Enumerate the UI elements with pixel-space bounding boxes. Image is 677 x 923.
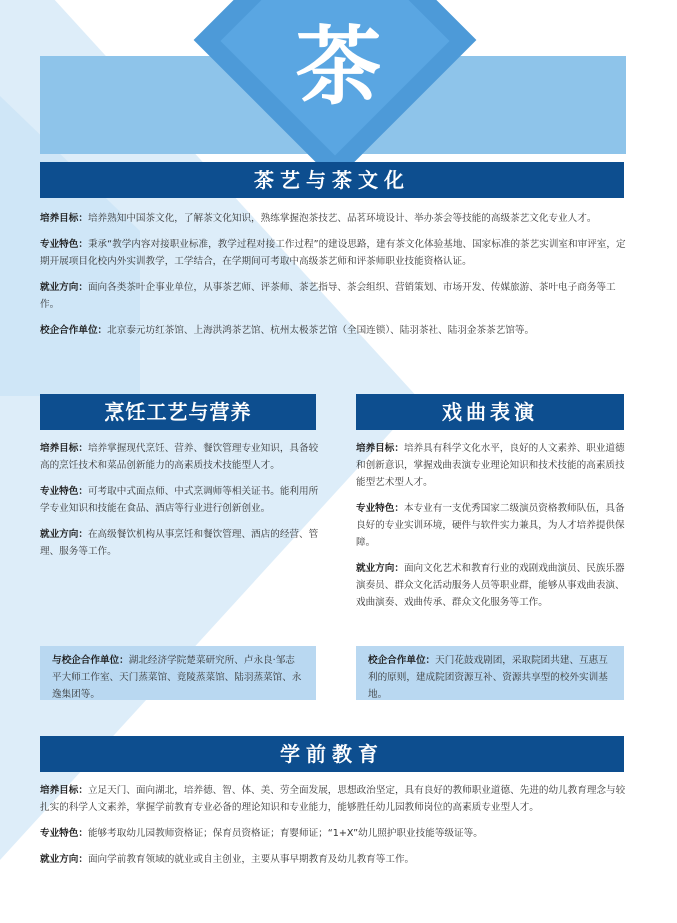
opera-feature-text: 本专业有一支优秀国家二级演员资格教师队伍，具备良好的专业实训环境，硬件与软件实力兼具，为人才培养提供保障。: [356, 503, 625, 548]
opera-career: [356, 560, 628, 611]
cook-goal-label: 培养目标：: [40, 443, 88, 454]
pre-goal: [40, 782, 630, 816]
opera-feature-label: 专业特色：: [356, 503, 404, 514]
opera-coop-box: [356, 646, 624, 700]
tea-goal-text: 培养熟知中国茶文化，了解茶文化知识，熟练掌握泡茶技艺、品茗环境设计、举办茶会等技能的高级茶艺文化专业人才。: [87, 213, 597, 224]
cook-goal-text: 培养掌握现代烹饪、营养、餐饮管理专业知识，具备较高的烹饪技术和菜品创新能力的高素质技术技能型人才。: [40, 443, 319, 471]
section-title-preschool: 学前教育: [40, 736, 624, 772]
opera-goal: [356, 440, 628, 491]
cook-coop-label: 与校企合作单位：: [52, 655, 129, 666]
tea-career: [40, 279, 630, 313]
cook-goal: [40, 440, 320, 474]
tea-career-label: 就业方向：: [40, 282, 88, 293]
opera-career-label: 就业方向：: [356, 563, 404, 574]
tea-feature: [40, 236, 630, 270]
opera-coop-text: 天门花鼓戏剧团，采取院团共建、互惠互利的原则，建成院团资源互补、资源共享型的校外实训基地。: [368, 655, 608, 700]
cook-feature: [40, 483, 320, 517]
tea-coop: [40, 322, 630, 339]
preschool-section-body: [40, 782, 630, 877]
cooking-section-body: [40, 440, 320, 569]
pre-feature: [40, 825, 630, 842]
opera-coop-label: 校企合作单位：: [368, 655, 436, 666]
cook-coop-text: 湖北经济学院楚菜研究所、卢永良·邹志平大师工作室、天门蒸菜馆、竟陵蒸菜馆、陆羽蒸菜馆、永逸集团等。: [52, 655, 302, 700]
cook-feature-label: 专业特色：: [40, 486, 88, 497]
tea-goal: [40, 210, 630, 227]
tea-career-text: 面向各类茶叶企事业单位，从事茶艺师、评茶师、茶艺指导、茶会组织、营销策划、市场开发、传媒旅游、茶叶电子商务等工作。: [40, 282, 616, 310]
pre-goal-text: 立足天门、面向湖北，培养德、智、体、美、劳全面发展，思想政治坚定，具有良好的教师职业道德、先进的幼儿教育理念与较扎实的科学人文素养，掌握学前教育专业必备的理论知识和专业能力，能够胜任幼儿园教师岗位的高素质专业型人才。: [40, 785, 626, 813]
tea-coop-label: 校企合作单位：: [40, 325, 108, 336]
opera-goal-label: 培养目标：: [356, 443, 404, 454]
cook-career-label: 就业方向：: [40, 529, 88, 540]
pre-feature-label: 专业特色：: [40, 828, 88, 839]
tea-feature-label: 专业特色：: [40, 239, 88, 250]
opera-feature: [356, 500, 628, 551]
section-title-tea: 茶艺与茶文化: [40, 162, 624, 198]
pre-goal-label: 培养目标：: [40, 785, 88, 796]
tea-coop-text: 北京泰元坊红茶馆、上海洪鸿茶艺馆、杭州太极茶艺馆（全国连锁）、陆羽茶社、陆羽金茶茶艺馆等。: [107, 325, 535, 336]
opera-goal-text: 培养具有科学文化水平，良好的人文素养、职业道德和创新意识，掌握戏曲表演专业理论知识和技术技能的高素质技能型艺术型人才。: [356, 443, 625, 488]
section-title-opera: 戏曲表演: [356, 394, 624, 430]
header-tea-character: 茶: [295, 16, 382, 117]
pre-feature-text: 能够考取幼儿园教师资格证；保育员资格证；育婴师证；“1+X”幼儿照护职业技能等级证等。: [87, 828, 483, 839]
cook-career-text: 在高级餐饮机构从事烹饪和餐饮管理、酒店的经营、管理、服务等工作。: [40, 529, 319, 557]
opera-career-text: 面向文化艺术和教育行业的戏剧戏曲演员、民族乐器演奏员、群众文化活动服务人员等职业群，能够从事戏曲表演、戏曲演奏、戏曲传承、群众文化服务等工作。: [356, 563, 625, 608]
pre-career: [40, 851, 630, 868]
tea-goal-label: 培养目标：: [40, 213, 88, 224]
pre-career-text: 面向学前教育领域的就业或自主创业，主要从事早期教育及幼儿教育等工作。: [87, 854, 415, 865]
opera-section-body: [356, 440, 628, 620]
pre-career-label: 就业方向：: [40, 854, 88, 865]
cook-career: [40, 526, 320, 560]
cook-feature-text: 可考取中式面点师、中式烹调师等相关证书。能利用所学专业知识和技能在食品、酒店等行业进行创新创业。: [40, 486, 319, 514]
tea-section-body: [40, 210, 630, 348]
section-title-cooking: 烹饪工艺与营养: [40, 394, 316, 430]
tea-feature-text: 秉承“教学内容对接职业标准，教学过程对接工作过程”的建设思路，建有茶文化体验基地、国家标准的茶艺实训室和审评室，定期开展项目化校内外实训教学，工学结合，在学期间可考取中高级茶艺师和评茶师职业技能资格认证。: [40, 239, 626, 267]
cooking-coop-box: [40, 646, 316, 700]
